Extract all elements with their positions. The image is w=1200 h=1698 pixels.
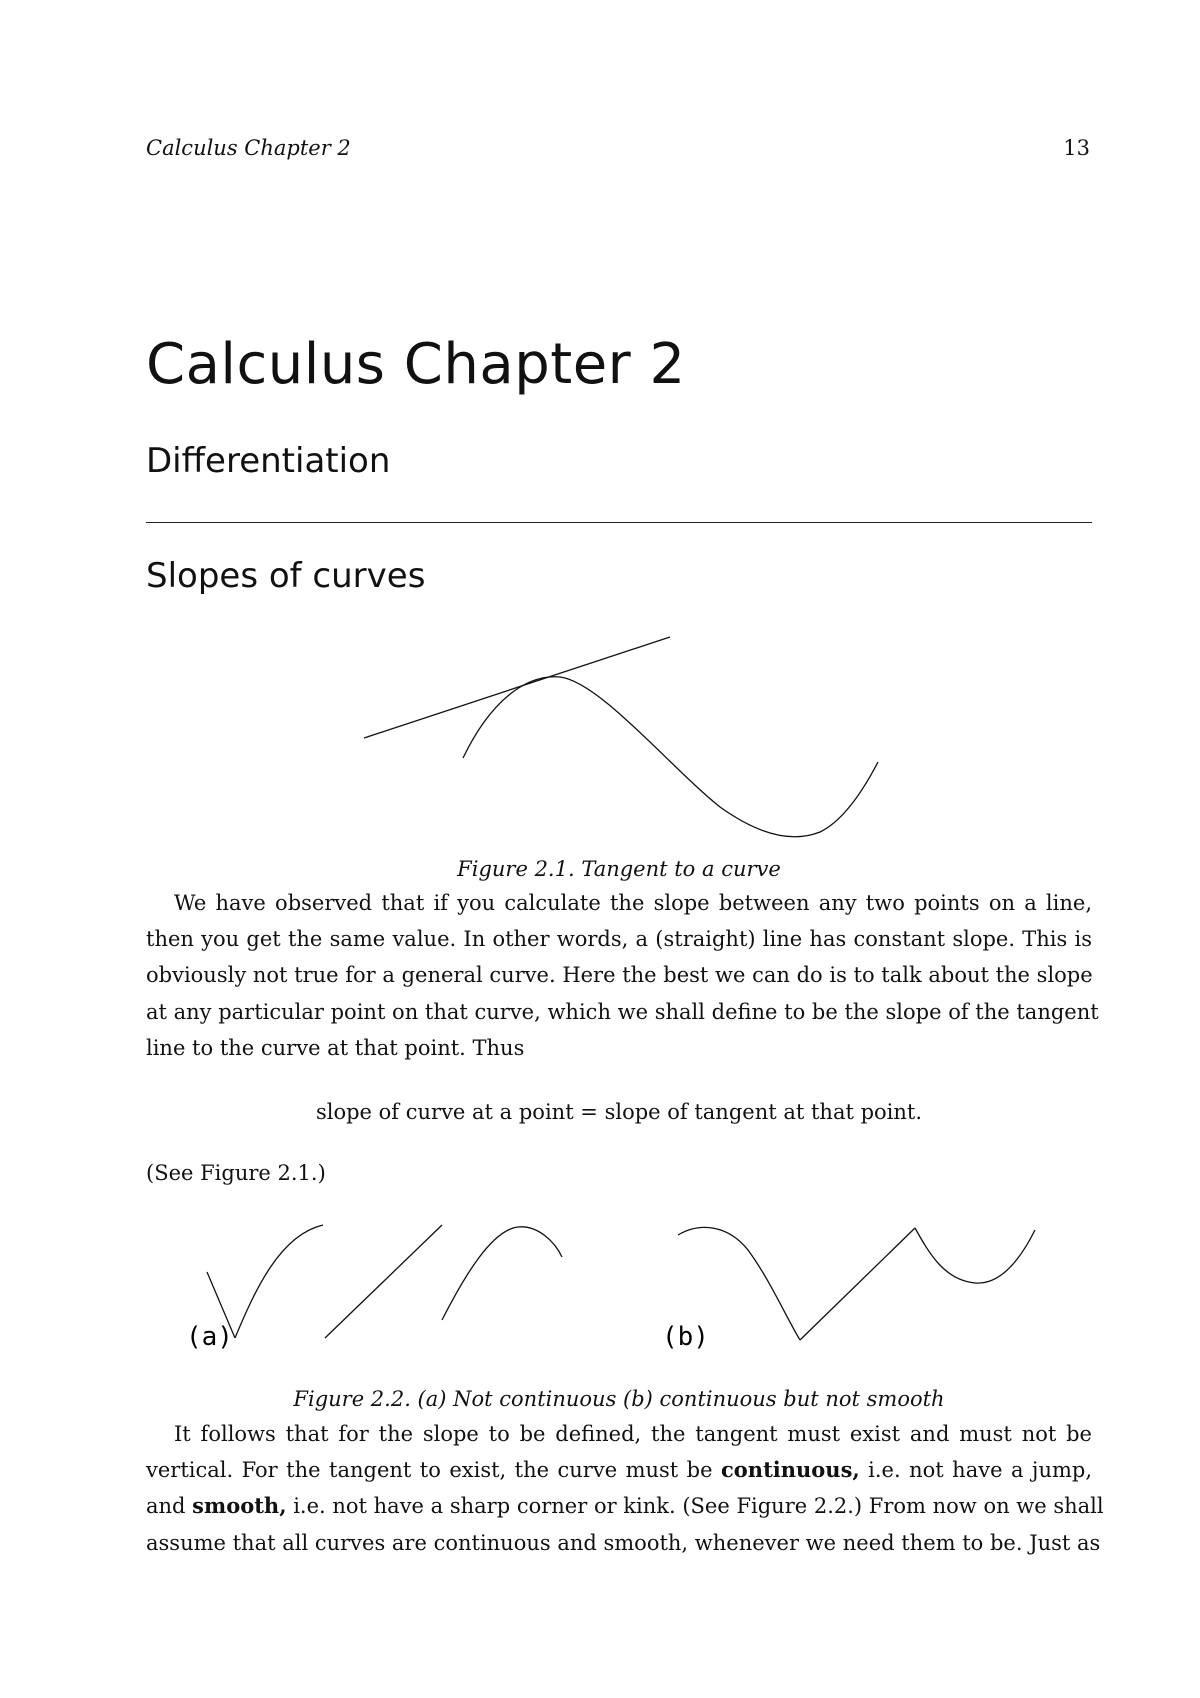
- paragraph-line: then you get the same value. In other words, a (straight) line has constant slope. This is: [146, 927, 1092, 952]
- chapter-title: Calculus Chapter 2: [146, 332, 686, 397]
- text-run: vertical. For the tangent to exist, the curve must be: [146, 1458, 722, 1483]
- chapter-subtitle: Differentiation: [146, 441, 391, 481]
- running-header-title: Calculus Chapter 2: [146, 136, 351, 160]
- text-run: i.e. not have a jump,: [859, 1458, 1093, 1483]
- figure-part-a: [186, 1225, 562, 1352]
- figure-2-2-caption: Figure 2.2. (a) Not continuous (b) continuous but not smooth: [293, 1387, 945, 1411]
- paragraph-slopes: [146, 885, 1099, 1066]
- figure-part-b: [662, 1227, 1035, 1352]
- horizontal-rule: [146, 522, 1092, 523]
- section-title: Slopes of curves: [146, 556, 426, 596]
- figure-tangent-to-curve: [350, 622, 890, 847]
- paragraph-line: assume that all curves are continuous and smooth, whenever we need them to be. Just as: [146, 1530, 1101, 1555]
- paragraph-line: It follows that for the slope to be defined, the tangent must exist and must not be: [174, 1422, 1092, 1446]
- paragraph-line: line to the curve at that point. Thus: [146, 1035, 525, 1060]
- slope-equation: slope of curve at a point = slope of tangent at that point.: [315, 1100, 923, 1124]
- paragraph-line: [146, 1488, 1104, 1524]
- figure-label-b: (b): [662, 1322, 709, 1352]
- sine-curve: [463, 677, 878, 837]
- paragraph-continuity: [146, 1416, 1104, 1561]
- figure-continuity-smoothness: [180, 1210, 1060, 1360]
- term-continuous: continuous,: [721, 1457, 860, 1483]
- paragraph-line: [146, 1452, 1092, 1488]
- text-run: and: [146, 1494, 193, 1519]
- term-smooth: smooth,: [192, 1493, 287, 1519]
- figure-label-a: (a): [186, 1322, 233, 1352]
- figure-reference: (See Figure 2.1.): [146, 1161, 326, 1185]
- figure-2-1-caption: Figure 2.1. Tangent to a curve: [457, 857, 781, 881]
- paragraph-line: We have observed that if you calculate the slope between any two points on a line,: [174, 891, 1092, 915]
- tangent-line: [364, 637, 670, 738]
- page-number: 13: [1063, 136, 1090, 160]
- text-run: i.e. not have a sharp corner or kink. (See Figure 2.2.) From now on we shall: [286, 1494, 1104, 1519]
- paragraph-line: obviously not true for a general curve. Here the best we can do is to talk about the slope: [146, 963, 1093, 988]
- paragraph-line: at any particular point on that curve, which we shall define to be the slope of the tangent: [146, 999, 1099, 1024]
